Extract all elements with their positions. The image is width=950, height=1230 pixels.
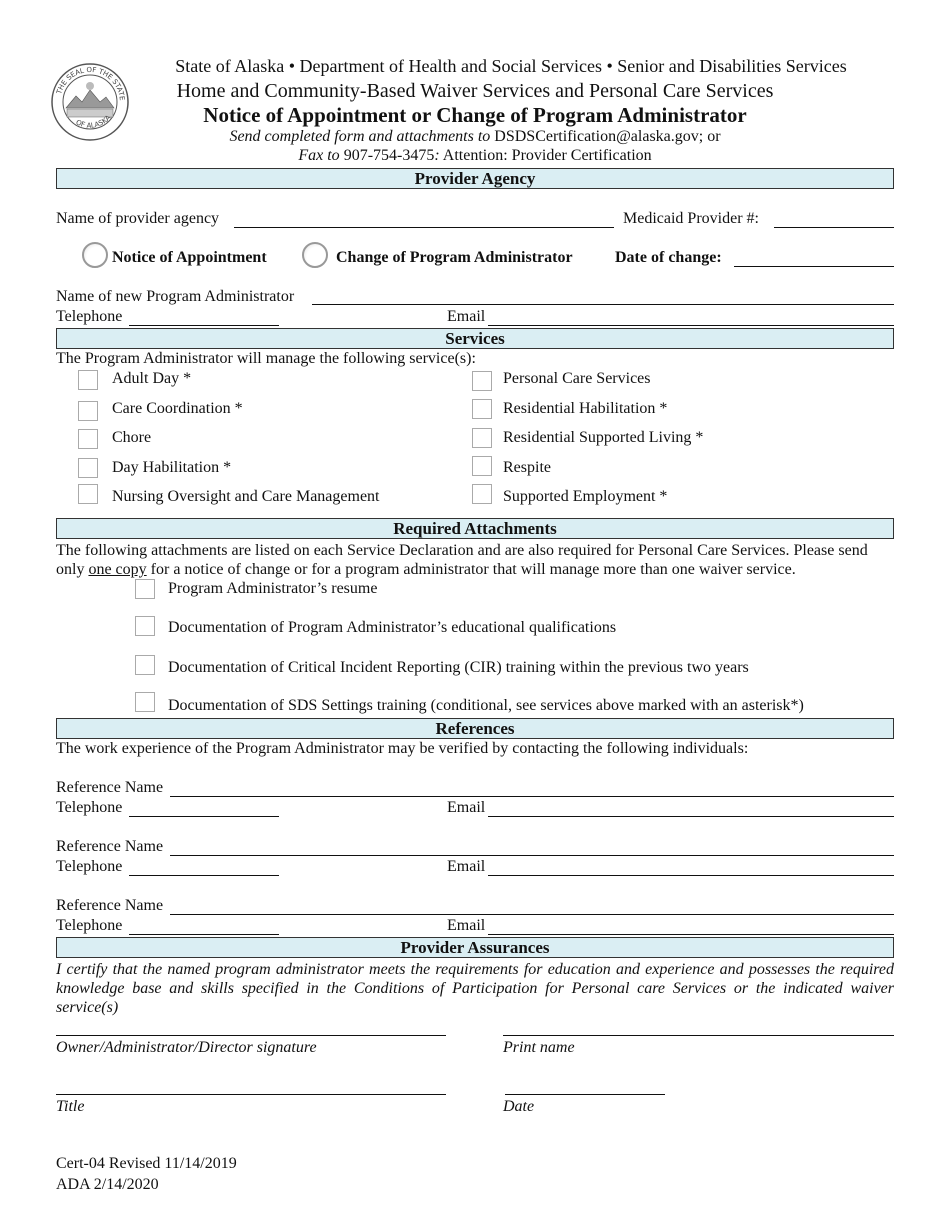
reference-email-field[interactable]	[488, 934, 894, 935]
service-checkbox[interactable]	[472, 428, 492, 448]
admin-email-label: Email	[447, 308, 486, 325]
reference-telephone-field[interactable]	[129, 816, 279, 817]
reference-email-label: Email	[447, 858, 486, 875]
reference-name-label: Reference Name	[56, 838, 164, 855]
provider-name-label: Name of provider agency	[56, 210, 220, 227]
section-services: Services	[56, 328, 894, 349]
reference-email-label: Email	[447, 917, 486, 934]
service-checkbox[interactable]	[78, 401, 98, 421]
print-name-label: Print name	[503, 1039, 575, 1056]
svg-text:OF ALASKA: OF ALASKA	[74, 113, 113, 130]
reference-email-label: Email	[447, 799, 486, 816]
send-prefix: Send completed form and attachments to	[229, 128, 491, 145]
service-label: Care Coordination *	[112, 400, 243, 417]
date-of-change-field[interactable]	[734, 266, 894, 267]
attachment-label: Program Administrator’s resume	[168, 580, 378, 597]
reference-email-field[interactable]	[488, 816, 894, 817]
service-checkbox[interactable]	[78, 429, 98, 449]
attachment-label: Documentation of SDS Settings training (conditional, see services above marked with an asterisk*)	[168, 697, 804, 714]
reference-name-label: Reference Name	[56, 779, 164, 796]
service-label: Supported Employment *	[503, 488, 668, 505]
service-label: Adult Day *	[112, 370, 192, 387]
attachments-intro: The following attachments are listed on each Service Declaration and are also required for Personal Care Services. Please send only one copy for a notice of change or for a program administrator that will manage more than one waiver service.	[56, 542, 868, 578]
new-admin-label: Name of new Program Administrator	[56, 288, 295, 305]
service-label: Personal Care Services	[503, 370, 651, 387]
attachment-label: Documentation of Critical Incident Reporting (CIR) training within the previous two years	[168, 659, 749, 676]
service-label: Day Habilitation *	[112, 459, 232, 476]
attachment-checkbox[interactable]	[135, 655, 155, 675]
svg-text:THE SEAL OF THE STATE: THE SEAL OF THE STATE	[55, 65, 127, 101]
reference-name-field[interactable]	[170, 796, 894, 797]
reference-telephone-field[interactable]	[129, 934, 279, 935]
reference-telephone-label: Telephone	[56, 858, 123, 875]
service-checkbox[interactable]	[472, 399, 492, 419]
ada-revision: ADA 2/14/2020	[56, 1176, 159, 1193]
page-title: Notice of Appointment or Change of Program Administrator	[203, 103, 747, 127]
section-provider-agency: Provider Agency	[56, 168, 894, 189]
change-of-admin-label: Change of Program Administrator	[336, 249, 573, 266]
print-name-field[interactable]	[503, 1035, 894, 1036]
send-instructions	[0, 128, 950, 146]
service-label: Respite	[503, 459, 551, 476]
reference-name-field[interactable]	[170, 855, 894, 856]
fax-number: 907-754-3475	[339, 147, 435, 164]
service-label: Nursing Oversight and Care Management	[112, 488, 380, 505]
section-required-attachments: Required Attachments	[56, 518, 894, 539]
service-label: Chore	[112, 429, 152, 446]
services-intro: The Program Administrator will manage the following service(s):	[56, 350, 476, 367]
header-program: Home and Community-Based Waiver Services and Personal Care Services	[176, 80, 774, 102]
notice-of-appointment-label: Notice of Appointment	[112, 249, 267, 266]
title-label: Title	[56, 1098, 85, 1115]
attachment-checkbox[interactable]	[135, 616, 155, 636]
reference-telephone-field[interactable]	[129, 875, 279, 876]
assurance-statement: I certify that the named program administrator meets the requirements for education and experience and possesses the required knowledge base and skills specified in the Conditions of Participation for Personal care Services or the indicated waiver service(s)	[56, 961, 894, 1016]
title-field[interactable]	[56, 1094, 446, 1095]
attachment-label: Documentation of Program Administrator’s educational qualifications	[168, 619, 617, 636]
attachment-checkbox[interactable]	[135, 692, 155, 712]
references-intro: The work experience of the Program Administrator may be verified by contacting the following individuals:	[56, 740, 749, 757]
section-provider-assurances: Provider Assurances	[56, 937, 894, 958]
new-admin-field[interactable]	[312, 304, 894, 305]
fax-instructions: Fax to 907-754-3475: Attention: Provider Certification	[298, 147, 652, 164]
reference-name-field[interactable]	[170, 914, 894, 915]
service-checkbox[interactable]	[78, 370, 98, 390]
change-of-admin-radio[interactable]	[302, 242, 328, 268]
notice-of-appointment-radio[interactable]	[82, 242, 108, 268]
admin-email-field[interactable]	[488, 325, 894, 326]
section-references: References	[56, 718, 894, 739]
service-label: Residential Supported Living *	[503, 429, 704, 446]
service-checkbox[interactable]	[472, 456, 492, 476]
fax-prefix: Fax to	[298, 147, 340, 164]
service-label: Residential Habilitation *	[503, 400, 668, 417]
header-department: State of Alaska • Department of Health and Social Services • Senior and Disabilities Services	[175, 56, 847, 76]
medicaid-provider-label: Medicaid Provider #:	[623, 210, 759, 227]
attachment-checkbox[interactable]	[135, 579, 155, 599]
service-checkbox[interactable]	[78, 484, 98, 504]
send-email-link[interactable]: DSDSCertification@alaska.gov; or	[490, 128, 721, 145]
reference-email-field[interactable]	[488, 875, 894, 876]
date-label: Date	[503, 1098, 535, 1115]
provider-name-field[interactable]	[234, 227, 614, 228]
service-checkbox[interactable]	[78, 458, 98, 478]
signature-field[interactable]	[56, 1035, 446, 1036]
reference-telephone-label: Telephone	[56, 917, 123, 934]
signature-label: Owner/Administrator/Director signature	[56, 1039, 317, 1056]
service-checkbox[interactable]	[472, 371, 492, 391]
date-field[interactable]	[505, 1094, 665, 1095]
service-checkbox[interactable]	[472, 484, 492, 504]
form-revision: Cert-04 Revised 11/14/2019	[56, 1155, 237, 1172]
medicaid-provider-field[interactable]	[774, 227, 894, 228]
reference-name-label: Reference Name	[56, 897, 164, 914]
date-of-change-label: Date of change:	[615, 249, 722, 266]
fax-attention: Attention: Provider Certification	[439, 147, 652, 164]
reference-telephone-label: Telephone	[56, 799, 123, 816]
admin-telephone-label: Telephone	[56, 308, 123, 325]
admin-telephone-field[interactable]	[129, 325, 279, 326]
